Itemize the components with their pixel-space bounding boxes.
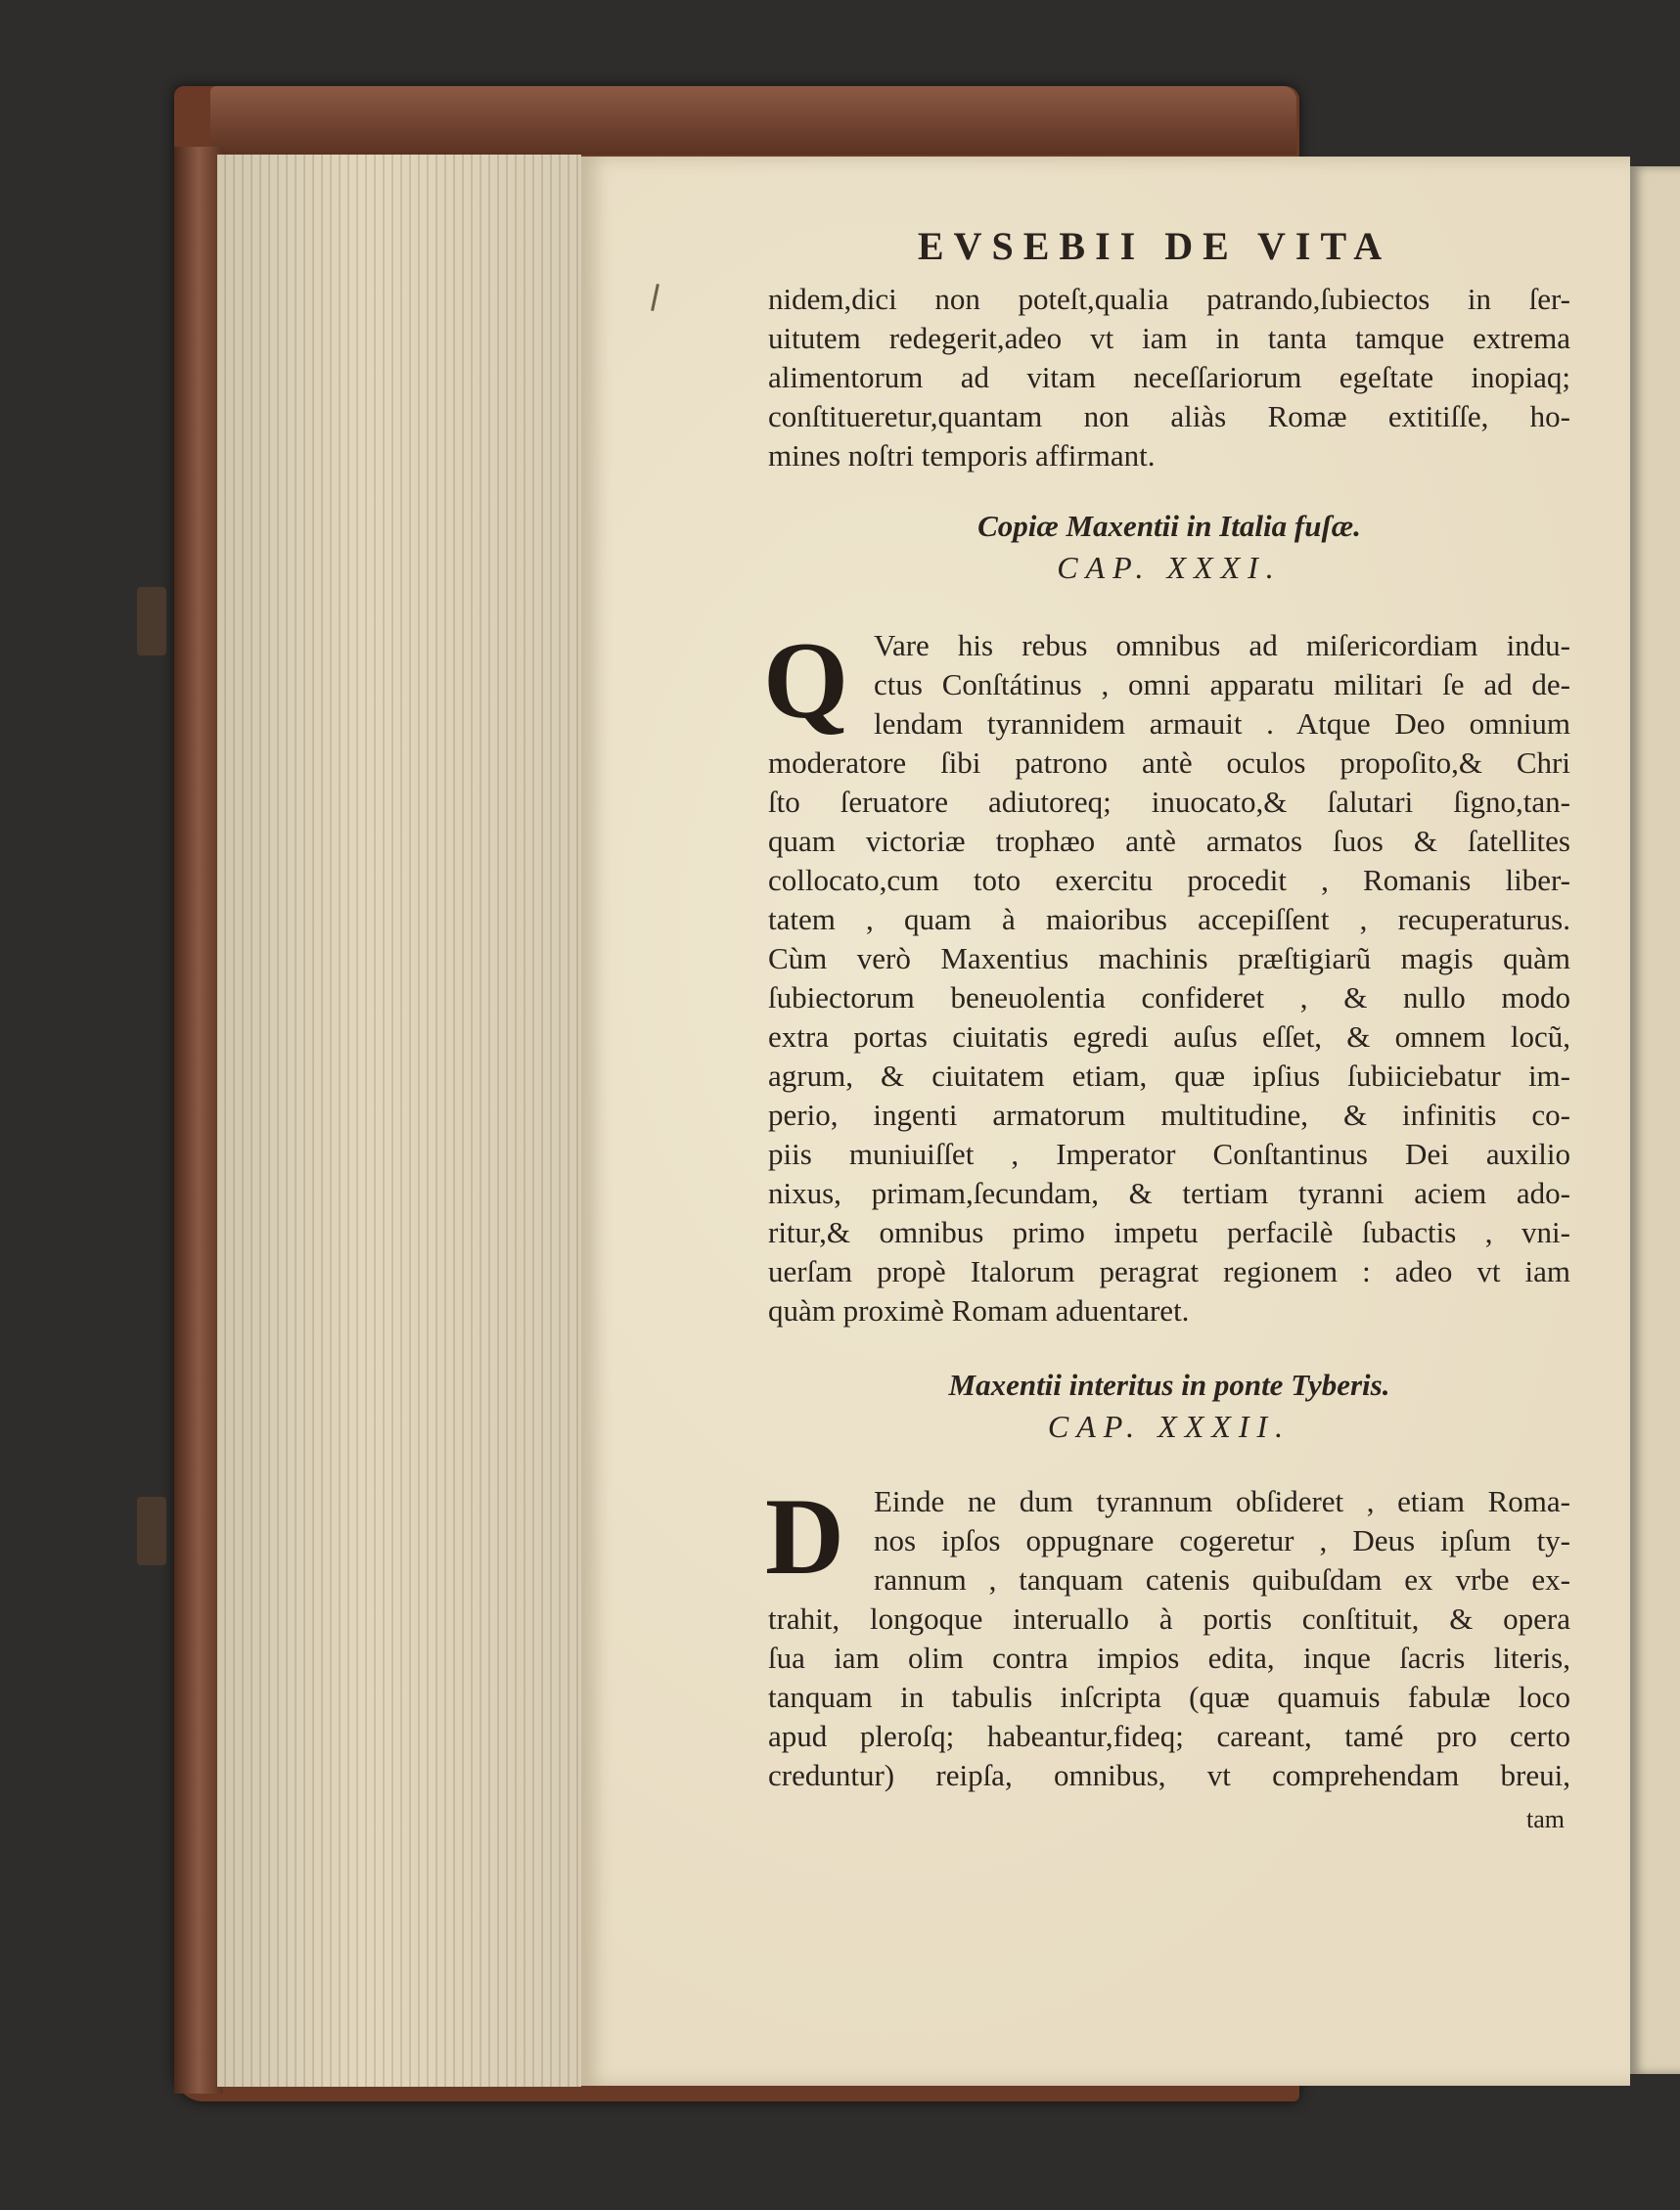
- chapter-31-title: Copiæ Maxentii in Italia fuſæ.: [977, 509, 1361, 543]
- text-line: agrum, & ciuitatem etiam, quæ ipſius ſubiiciebatur im-: [768, 1059, 1570, 1093]
- text-line: quam victoriæ trophæo antè armatos ſuos & ſatellites: [768, 824, 1570, 858]
- text-line: nidem,dici non poteſt,qualia patrando,ſubiectos in ſer-: [768, 282, 1570, 316]
- chapter-32-text: [768, 1482, 1570, 1795]
- clasp-lower: [137, 1497, 166, 1565]
- text-line: alimentorum ad vitam neceſſariorum egeſtate inopiaq;: [768, 360, 1570, 394]
- drop-cap-q: Q: [763, 620, 849, 742]
- opening-paragraph: [768, 280, 1570, 475]
- text-line: uerſam propè Italorum peragrat regionem : adeo vt iam: [768, 1254, 1570, 1288]
- chapter-31-text: [768, 626, 1570, 1331]
- text-line: extra portas ciuitatis egredi auſus eſſet, & omnem locũ,: [768, 1019, 1570, 1054]
- text-line: ſua iam olim contra impios edita, inque ſacris literis,: [768, 1641, 1570, 1675]
- text-line: uitutem redegerit,adeo vt iam in tanta tamque extrema: [768, 321, 1570, 355]
- text-line: trahit, longoque interuallo à portis conſtituit, & opera: [768, 1601, 1570, 1636]
- text-line: Vare his rebus omnibus ad miſericordiam indu-: [874, 628, 1570, 662]
- text-line: collocato,cum toto exercitu procedit , Romanis liber-: [768, 863, 1570, 897]
- text-line: tatem , quam à maioribus accepiſſent , recuperaturus.: [768, 902, 1570, 936]
- clasp-upper: [137, 587, 166, 655]
- drop-cap-d: D: [765, 1476, 844, 1598]
- text-line: Einde ne dum tyrannum obſideret , etiam Roma-: [874, 1484, 1570, 1518]
- text-line: ſto ſeruatore adiutoreq; inuocato,& ſalutari ſigno,tan-: [768, 785, 1570, 819]
- text-line: moderatore ſibi patrono antè oculos propoſito,& Chri: [768, 745, 1570, 780]
- next-page-edge: [1630, 166, 1680, 2074]
- catchword: tam: [1526, 1805, 1565, 1833]
- page-block-shade: [217, 155, 581, 2087]
- chapter-31-number: CAP. XXXI.: [1057, 550, 1282, 585]
- text-line: creduntur) reipſa, omnibus, vt comprehendam breui,: [768, 1758, 1570, 1792]
- text-line: nos ipſos oppugnare cogeretur , Deus ipſum ty-: [874, 1523, 1570, 1557]
- text-line: ritur,& omnibus primo impetu perfacilè ſubactis , vni-: [768, 1215, 1570, 1249]
- book-binding-edge: [174, 147, 223, 2094]
- text-line: piis muniuiſſet , Imperator Conſtantinus Dei auxilio: [768, 1137, 1570, 1171]
- text-line: conſtitueretur,quantam non aliàs Romæ extitiſſe, ho-: [768, 399, 1570, 433]
- text-line: ſubiectorum beneuolentia confideret , & nullo modo: [768, 980, 1570, 1015]
- text-line: nixus, primam,ſecundam, & tertiam tyranni aciem ado-: [768, 1176, 1570, 1210]
- text-line: Cùm verò Maxentius machinis præſtigiarũ magis quàm: [768, 941, 1570, 975]
- running-head: EVSEBII DE VITA: [917, 224, 1392, 268]
- text-line: apud pleroſq; habeantur,fideq; careant, tamé pro certo: [768, 1719, 1570, 1753]
- text-line: perio, ingenti armatorum multitudine, & infinitis co-: [768, 1098, 1570, 1132]
- text-line: tanquam in tabulis inſcripta (quæ quamuis fabulæ loco: [768, 1680, 1570, 1714]
- text-line: rannum , tanquam catenis quibuſdam ex vrbe ex-: [874, 1562, 1570, 1597]
- chapter-32-number: CAP. XXXII.: [1047, 1409, 1292, 1444]
- text-line: quàm proximè Romam aduentaret.: [768, 1293, 1190, 1328]
- chapter-32-title: Maxentii interitus in ponte Tyberis.: [948, 1368, 1390, 1402]
- book-cover-top-edge: [210, 86, 1296, 155]
- text-line: ctus Conſtátinus , omni apparatu militari ſe ad de-: [874, 667, 1570, 701]
- text-line: lendam tyrannidem armauit . Atque Deo omnium: [874, 706, 1570, 741]
- text-line: mines noſtri temporis affirmant.: [768, 438, 1156, 473]
